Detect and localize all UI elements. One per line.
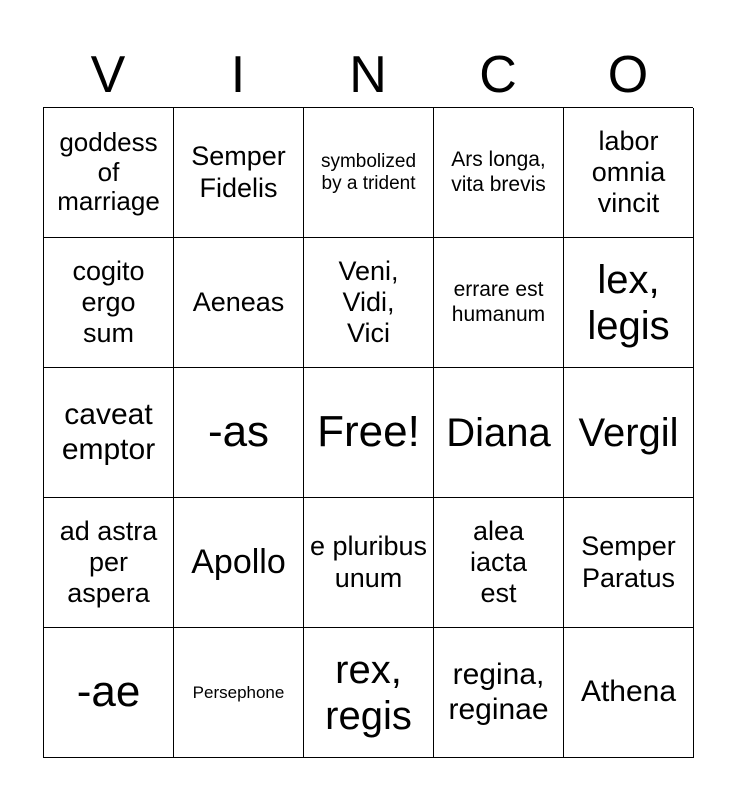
bingo-cell[interactable] (564, 108, 694, 238)
bingo-cell[interactable] (174, 628, 304, 758)
cell-text: ad astra per aspera (59, 515, 158, 609)
bingo-cell[interactable] (174, 238, 304, 368)
cell-text: Ars longa, vita brevis (451, 148, 546, 196)
bingo-cell[interactable] (434, 628, 564, 758)
cell-text: regina, reginae (448, 658, 549, 726)
cell-text: Vergil (578, 410, 679, 455)
bingo-cell[interactable] (304, 238, 434, 368)
bingo-cell[interactable] (564, 498, 694, 628)
bingo-cell[interactable] (174, 108, 304, 238)
bingo-cell[interactable] (434, 498, 564, 628)
cell-text: alea iacta est (469, 515, 528, 609)
bingo-grid (43, 107, 693, 758)
bingo-cell[interactable] (564, 368, 694, 498)
header-letter-c: C (479, 45, 517, 104)
bingo-cell[interactable] (44, 498, 174, 628)
bingo-card (43, 0, 693, 758)
bingo-cell[interactable] (44, 108, 174, 238)
cell-text: Persephone (192, 682, 285, 702)
bingo-cell[interactable] (304, 498, 434, 628)
bingo-cell[interactable] (564, 238, 694, 368)
bingo-cell[interactable] (174, 368, 304, 498)
cell-text: Semper Paratus (581, 531, 676, 593)
cell-text: caveat emptor (61, 398, 156, 466)
bingo-cell[interactable] (304, 368, 434, 498)
header-letter-i: I (230, 45, 246, 104)
bingo-cell[interactable] (44, 238, 174, 368)
cell-text: goddess of marriage (57, 126, 160, 217)
bingo-cell[interactable] (434, 238, 564, 368)
cell-text: Free! (317, 407, 420, 457)
cell-text: Semper Fidelis (191, 141, 286, 203)
cell-text: e pluribus unum (309, 531, 428, 593)
cell-text: Veni, Vidi, Vici (338, 255, 399, 349)
cell-text: labor omnia vincit (591, 125, 666, 219)
header-letter-o: O (607, 45, 649, 104)
cell-text: -as (207, 407, 270, 457)
cell-text: symbolized by a trident (320, 150, 417, 194)
cell-text: cogito ergo sum (72, 255, 145, 349)
bingo-cell[interactable] (44, 628, 174, 758)
cell-text: rex, regis (325, 647, 412, 738)
bingo-cell[interactable] (174, 498, 304, 628)
cell-text: Aeneas (192, 286, 285, 317)
cell-text: lex, legis (587, 257, 670, 348)
cell-text: -ae (76, 667, 141, 717)
cell-text: Apollo (191, 542, 286, 581)
bingo-cell[interactable] (44, 368, 174, 498)
header-letter-n: N (349, 45, 387, 104)
cell-text: Athena (580, 675, 677, 709)
bingo-cell[interactable] (434, 368, 564, 498)
bingo-cell[interactable] (434, 108, 564, 238)
bingo-cell[interactable] (564, 628, 694, 758)
bingo-cell[interactable] (304, 108, 434, 238)
bingo-cell[interactable] (304, 628, 434, 758)
bingo-header (43, 0, 693, 107)
header-letter-v: V (90, 45, 126, 104)
cell-text: errare est humanum (451, 278, 546, 326)
cell-text: Diana (446, 410, 551, 455)
